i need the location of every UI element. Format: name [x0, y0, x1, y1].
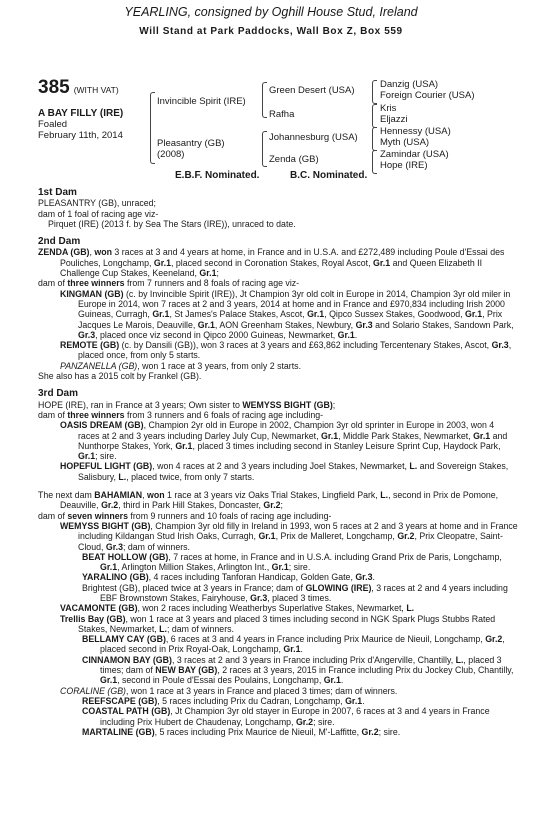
pedigree-entry: Kris — [380, 103, 397, 114]
sire-dam: Rafha — [269, 109, 295, 120]
catalogue-page-body: 1st Dam PLEASANTRY (GB), unraced; dam of 1 foal of racing age viz- Pirquet (IRE) (2013 f. by Sea The Stars (IRE)), unraced to date. 2nd Dam ZENDA (GB), won 3 races at 3 and 4 years at home, in France and in U.S.A. and £272,489 including Poule d'Essai des Pouliches, Longchamp, Gr.1, placed second in Coronation Stakes, Royal Ascot, Gr.1 and Queen Elizabeth II Challenge Cup Stakes, Keeneland, Gr.1; dam of three winners from 7 runners and 8 foals of racing age viz- KINGMAN (GB) (c. by Invincible Spirit (IRE)), Jt Champion 3yr old colt in Europe in 2014, Champion 3yr old miler in Europe in 2014, won 7 races at 2 and 3 years, 2014 at home and in France and £970,834 including Irish 2000 Guineas, Curragh, Gr.1, St James's Palace Stakes, Ascot, Gr.1, Qipco Sussex Stakes, Goodwood, Gr.1, Prix Jacques Le Marois, Deauville, Gr.1, AON Greenham Stakes, Newbury, Gr.3 and Solario Stakes, Sandown Park, Gr.3, placed once viz second in Qipco 2000 Guineas, Newmarket, Gr.1. REMOTE (GB) (c. by Dansili (GB)), won 3 races at 3 years and £63,862 including Tercentenary Stakes, Ascot, Gr.3, placed once, from only 5 starts. PANZANELLA (GB), won 1 race at 3 years, from only 2 starts. She also has a 2015 colt by Frankel (GB). 3rd Dam HOPE (IRE), ran in France at 3 years; Own sister to WEMYSS BIGHT (GB); dam of three winners from 3 runners and 6 foals of racing age including- OASIS DREAM (GB), Champion 2yr old in Europe in 2002, Champion 3yr old sprinter in Europe in 2003, won 4 races at 2 and 3 years including Darley July Cup, Newmarket, Gr.1, Middle Park Stakes, Newmarket, Gr.1 and Nunthorpe Stakes, York, Gr.1, placed 3 times including second in Stanley Leisure Sprint Cup, Haydock Park, Gr.1; sire. HOPEFUL LIGHT (GB), won 4 races at 2 and 3 years including Joel Stakes, Newmarket, L. and Sovereign Stakes, Salisbury, L., placed twice, from only 7 starts. The next dam BAHAMIAN, won 1 race at 3 years viz Oaks Trial Stakes, Lingfield Park, L., second in Prix de Pomone, Deauville, Gr.2, third in Park Hill Stakes, Doncaster, Gr.2; dam of seven winners from 9 runners and 10 foals of racing age including- WEMYSS BIGHT (GB), Champion 3yr old filly in Ireland in 1993, won 5 races at 2 and 3 years at home and in France including Kildangan Stud Irish Oaks, Curragh, Gr.1, Prix de Malleret, Longchamp, Gr.2, Prix Cleopatre, Saint-Cloud, Gr.3; dam of winners. BEAT HOLLOW (GB), 7 races at home, in France and in U.S.A. including Grand Prix de Paris, Longchamp, Gr.1, Arlington Million Stakes, Arlington Int., Gr.1; sire. YARALINO (GB), 4 races including Tanforan Handicap, Golden Gate, Gr.3. Brightest (GB), placed twice at 3 years in France; dam of GLOWING (IRE), 3 races at 2 and 4 years including EBF Brownstown Stakes, Fairyhouse, Gr.3, placed 3 times. VACAMONTE (GB), won 2 races including Weatherbys Superlative Stakes, Newmarket, L. Trellis Bay (GB), won 1 race at 3 years and placed 3 times including second in NGK Spark Plugs Stubbs Rated Stakes, Newmarket, L.; dam of winners. BELLAMY CAY (GB), 6 races at 3 and 4 years in France including Prix Maurice de Nieuil, Longchamp, Gr.2, placed second in Prix Royal-Oak, Longchamp, Gr.1. CINNAMON BAY (GB), 3 races at 2 and 3 years in France including Prix d'Angerville, Chantilly, L., placed 3 times; dam of NEW BAY (GB), 2 races at 3 years, 2015 in France including Prix du Jockey Club, Chantilly, Gr.1, second in Poule d'Essai des Poulains, Longchamp, Gr.1. CORALINE (GB), won 1 race at 3 years in France and placed 3 times; dam of winners. REEFSCAPE (GB), 5 races including Prix du Cadran, Longchamp, Gr.1. COASTAL PATH (GB), Jt Champion 3yr old stayer in Europe in 2007, 6 races at 3 and 4 years in France including Prix Hubert de Chaudenay, Longchamp, Gr.2; sire. MARTALINE (GB), 5 races including Prix Maurice de Nieuil, M'-Laffitte, Gr.2; sire. — [38, 187, 518, 737]
pedigree-entry: Danzig (USA) — [380, 79, 439, 90]
dam: Pleasantry (GB) — [157, 138, 225, 149]
pedigree-entry: A BAY FILLY (IRE) — [38, 108, 124, 119]
pedigree-entry: February 11th, 2014 — [38, 130, 123, 141]
dam-dam: Zenda (GB) — [269, 154, 319, 165]
dam-sire: Johannesburg (USA) — [269, 132, 358, 143]
pedigree-entry: Eljazzi — [380, 114, 408, 125]
consignment-heading: YEARLING, consigned by Oghill House Stud, Ireland — [124, 5, 418, 19]
pedigree-entry: Hope (IRE) — [380, 160, 428, 171]
pedigree-entry: 385 — [38, 77, 70, 98]
pedigree-entry: Myth (USA) — [380, 137, 430, 148]
sire-sire: Green Desert (USA) — [269, 85, 355, 96]
horse-description — [38, 108, 123, 141]
pedigree-entry: Zamindar (USA) — [380, 149, 449, 160]
pedigree-entry: Foreign Courier (USA) — [380, 90, 475, 101]
lot-number — [38, 77, 119, 99]
pedigree-entry: Foaled — [38, 119, 68, 130]
ebf-nomination: E.B.F. Nominated. — [175, 170, 260, 181]
stand-location: Will Stand at Park Paddocks, Wall Box Z, Box 559 — [139, 26, 403, 37]
sire: Invincible Spirit (IRE) — [157, 96, 246, 107]
pedigree-entry: (WITH VAT) — [73, 85, 119, 95]
bc-nomination: B.C. Nominated. — [290, 170, 368, 181]
dam-year: (2008) — [157, 149, 185, 160]
pedigree-entry: Hennessy (USA) — [380, 126, 451, 137]
